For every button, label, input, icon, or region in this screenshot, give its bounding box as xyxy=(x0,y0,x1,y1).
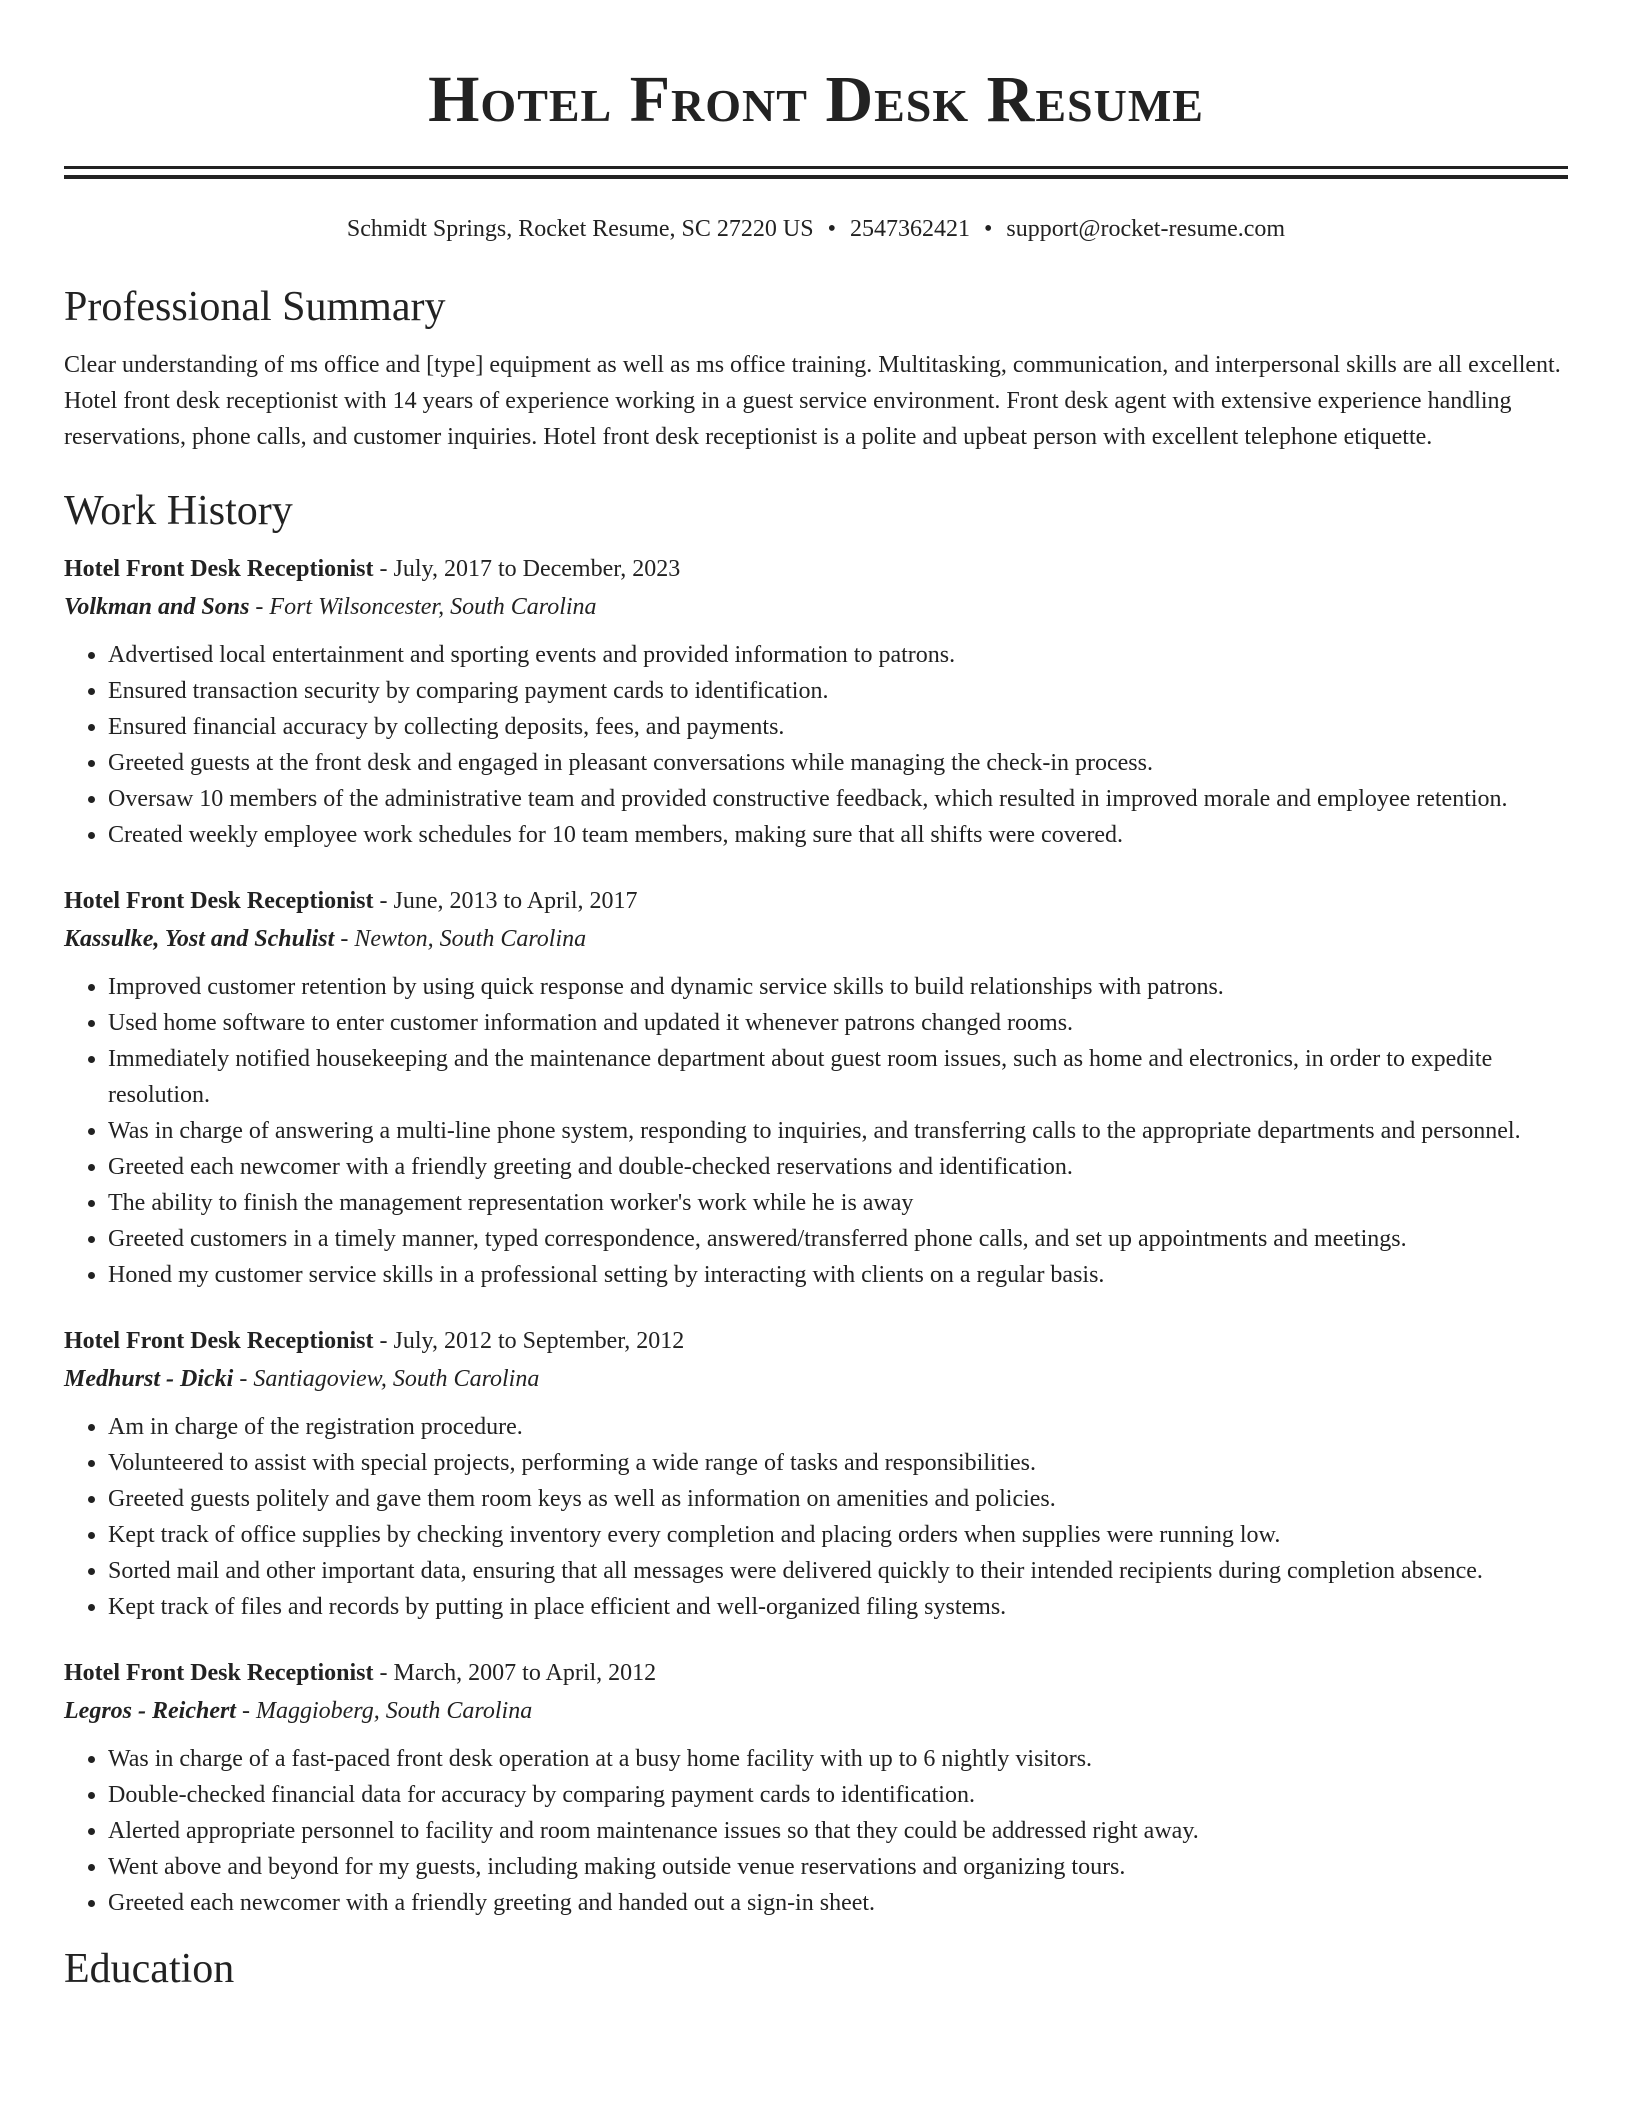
duty-item: • Sorted mail and other important data, ensuring that all messages were delivered quickly to their intended recipients during completion absence. xyxy=(108,1553,1568,1589)
duty-item: • Immediately notified housekeeping and the maintenance department about guest room issues, such as home and electronics, in order to expedite resolution. xyxy=(108,1041,1568,1113)
job-company: Kassulke, Yost and Schulist xyxy=(64,926,335,952)
duty-item: • Kept track of office supplies by checking inventory every completion and placing orders when supplies were running low. xyxy=(108,1517,1568,1553)
duty-item: • The ability to finish the management representation worker's work while he is away xyxy=(108,1185,1568,1221)
duty-item: • Was in charge of a fast-paced front desk operation at a busy home facility with up to 6 nightly visitors. xyxy=(108,1741,1568,1777)
duty-item: • Honed my customer service skills in a professional setting by interacting with clients on a regular basis. xyxy=(108,1257,1568,1293)
job-company-line xyxy=(64,587,1568,627)
job-dates: - July, 2012 to September, 2012 xyxy=(373,1328,685,1354)
contact-separator: • xyxy=(827,216,836,242)
duty-list xyxy=(64,637,1568,853)
job-title-line xyxy=(64,1323,1568,1359)
job-location: - Santiagoview, South Carolina xyxy=(233,1366,540,1392)
duty-item: • Went above and beyond for my guests, including making outside venue reservations and organizing tours. xyxy=(108,1849,1568,1885)
duty-item: • Used home software to enter customer information and updated it whenever patrons changed rooms. xyxy=(108,1005,1568,1041)
duty-item: • Greeted customers in a timely manner, typed correspondence, answered/transferred phone calls, and set up appointments and meetings. xyxy=(108,1221,1568,1257)
job-location: - Newton, South Carolina xyxy=(334,926,587,952)
duty-item: • Oversaw 10 members of the administrative team and provided constructive feedback, which resulted in improved morale and employee retention. xyxy=(108,781,1568,817)
document-title: Hotel Front Desk Resume xyxy=(428,63,1204,136)
duty-list xyxy=(64,969,1568,1293)
job-dates: - June, 2013 to April, 2017 xyxy=(373,888,638,914)
job-dates: - July, 2017 to December, 2023 xyxy=(373,556,681,582)
duty-item: • Was in charge of answering a multi-line phone system, responding to inquiries, and transferring calls to the appropriate departments and personnel. xyxy=(108,1113,1568,1149)
summary-heading: Professional Summary xyxy=(64,284,446,330)
resume-page xyxy=(64,0,1568,1995)
duty-item: • Greeted each newcomer with a friendly greeting and handed out a sign-in sheet. xyxy=(108,1885,1568,1921)
duty-item: • Am in charge of the registration procedure. xyxy=(108,1409,1568,1445)
job-role: Hotel Front Desk Receptionist xyxy=(64,888,374,914)
duty-item: • Greeted guests politely and gave them room keys as well as information on amenities and policies. xyxy=(108,1481,1568,1517)
title-divider-bottom xyxy=(64,175,1568,179)
duty-item: • Double-checked financial data for accuracy by comparing payment cards to identification. xyxy=(108,1777,1568,1813)
contact-line xyxy=(64,213,1568,245)
job-title-line xyxy=(64,1655,1568,1691)
job-location: - Fort Wilsoncester, South Carolina xyxy=(249,594,597,620)
job-role: Hotel Front Desk Receptionist xyxy=(64,1660,374,1686)
contact-phone: 2547362421 xyxy=(850,216,970,242)
duty-item: • Advertised local entertainment and sporting events and provided information to patrons. xyxy=(108,637,1568,673)
duty-list xyxy=(64,1409,1568,1625)
duty-item: • Created weekly employee work schedules for 10 team members, making sure that all shifts were covered. xyxy=(108,817,1568,853)
contact-address: Schmidt Springs, Rocket Resume, SC 27220 US xyxy=(346,216,814,242)
job-role: Hotel Front Desk Receptionist xyxy=(64,556,374,582)
job-entry xyxy=(64,551,1568,853)
job-title-line xyxy=(64,883,1568,919)
duty-list xyxy=(64,1741,1568,1921)
summary-text: Clear understanding of ms office and [type] equipment as well as ms office training. Multitasking, communication, and interpersonal skills are all excellent. Hotel front desk receptionist with 14 years of experience working in a guest service environment. Front desk agent with extensive experience handling reservations, phone calls, and customer inquiries. Hotel front desk receptionist is a polite and upbeat person with excellent telephone etiquette. xyxy=(64,352,1561,450)
duty-item: • Greeted guests at the front desk and engaged in pleasant conversations while managing the check-in process. xyxy=(108,745,1568,781)
work-history-heading: Work History xyxy=(64,488,293,534)
job-company: Volkman and Sons xyxy=(64,594,250,620)
duty-item: • Volunteered to assist with special projects, performing a wide range of tasks and responsibilities. xyxy=(108,1445,1568,1481)
job-company: Legros - Reichert xyxy=(64,1698,236,1724)
duty-item: • Improved customer retention by using quick response and dynamic service skills to build relationships with patrons. xyxy=(108,969,1568,1005)
job-location: - Maggioberg, South Carolina xyxy=(235,1698,533,1724)
contact-email: support@rocket-resume.com xyxy=(1006,216,1286,242)
job-company-line xyxy=(64,919,1568,959)
job-entry xyxy=(64,883,1568,1293)
job-company-line xyxy=(64,1359,1568,1399)
duty-item: • Alerted appropriate personnel to facility and room maintenance issues so that they could be addressed right away. xyxy=(108,1813,1568,1849)
duty-item: • Ensured financial accuracy by collecting deposits, fees, and payments. xyxy=(108,709,1568,745)
duty-item: • Ensured transaction security by comparing payment cards to identification. xyxy=(108,673,1568,709)
job-title-line xyxy=(64,551,1568,587)
job-entry xyxy=(64,1323,1568,1625)
duty-item: • Greeted each newcomer with a friendly greeting and double-checked reservations and identification. xyxy=(108,1149,1568,1185)
job-dates: - March, 2007 to April, 2012 xyxy=(373,1660,657,1686)
job-company-line xyxy=(64,1691,1568,1731)
job-entry xyxy=(64,1655,1568,1921)
contact-separator: • xyxy=(984,216,993,242)
title-divider-top xyxy=(64,166,1568,169)
job-role: Hotel Front Desk Receptionist xyxy=(64,1328,374,1354)
education-heading: Education xyxy=(64,1946,235,1992)
job-company: Medhurst - Dicki xyxy=(64,1366,234,1392)
duty-item: • Kept track of files and records by putting in place efficient and well-organized filing systems. xyxy=(108,1589,1568,1625)
